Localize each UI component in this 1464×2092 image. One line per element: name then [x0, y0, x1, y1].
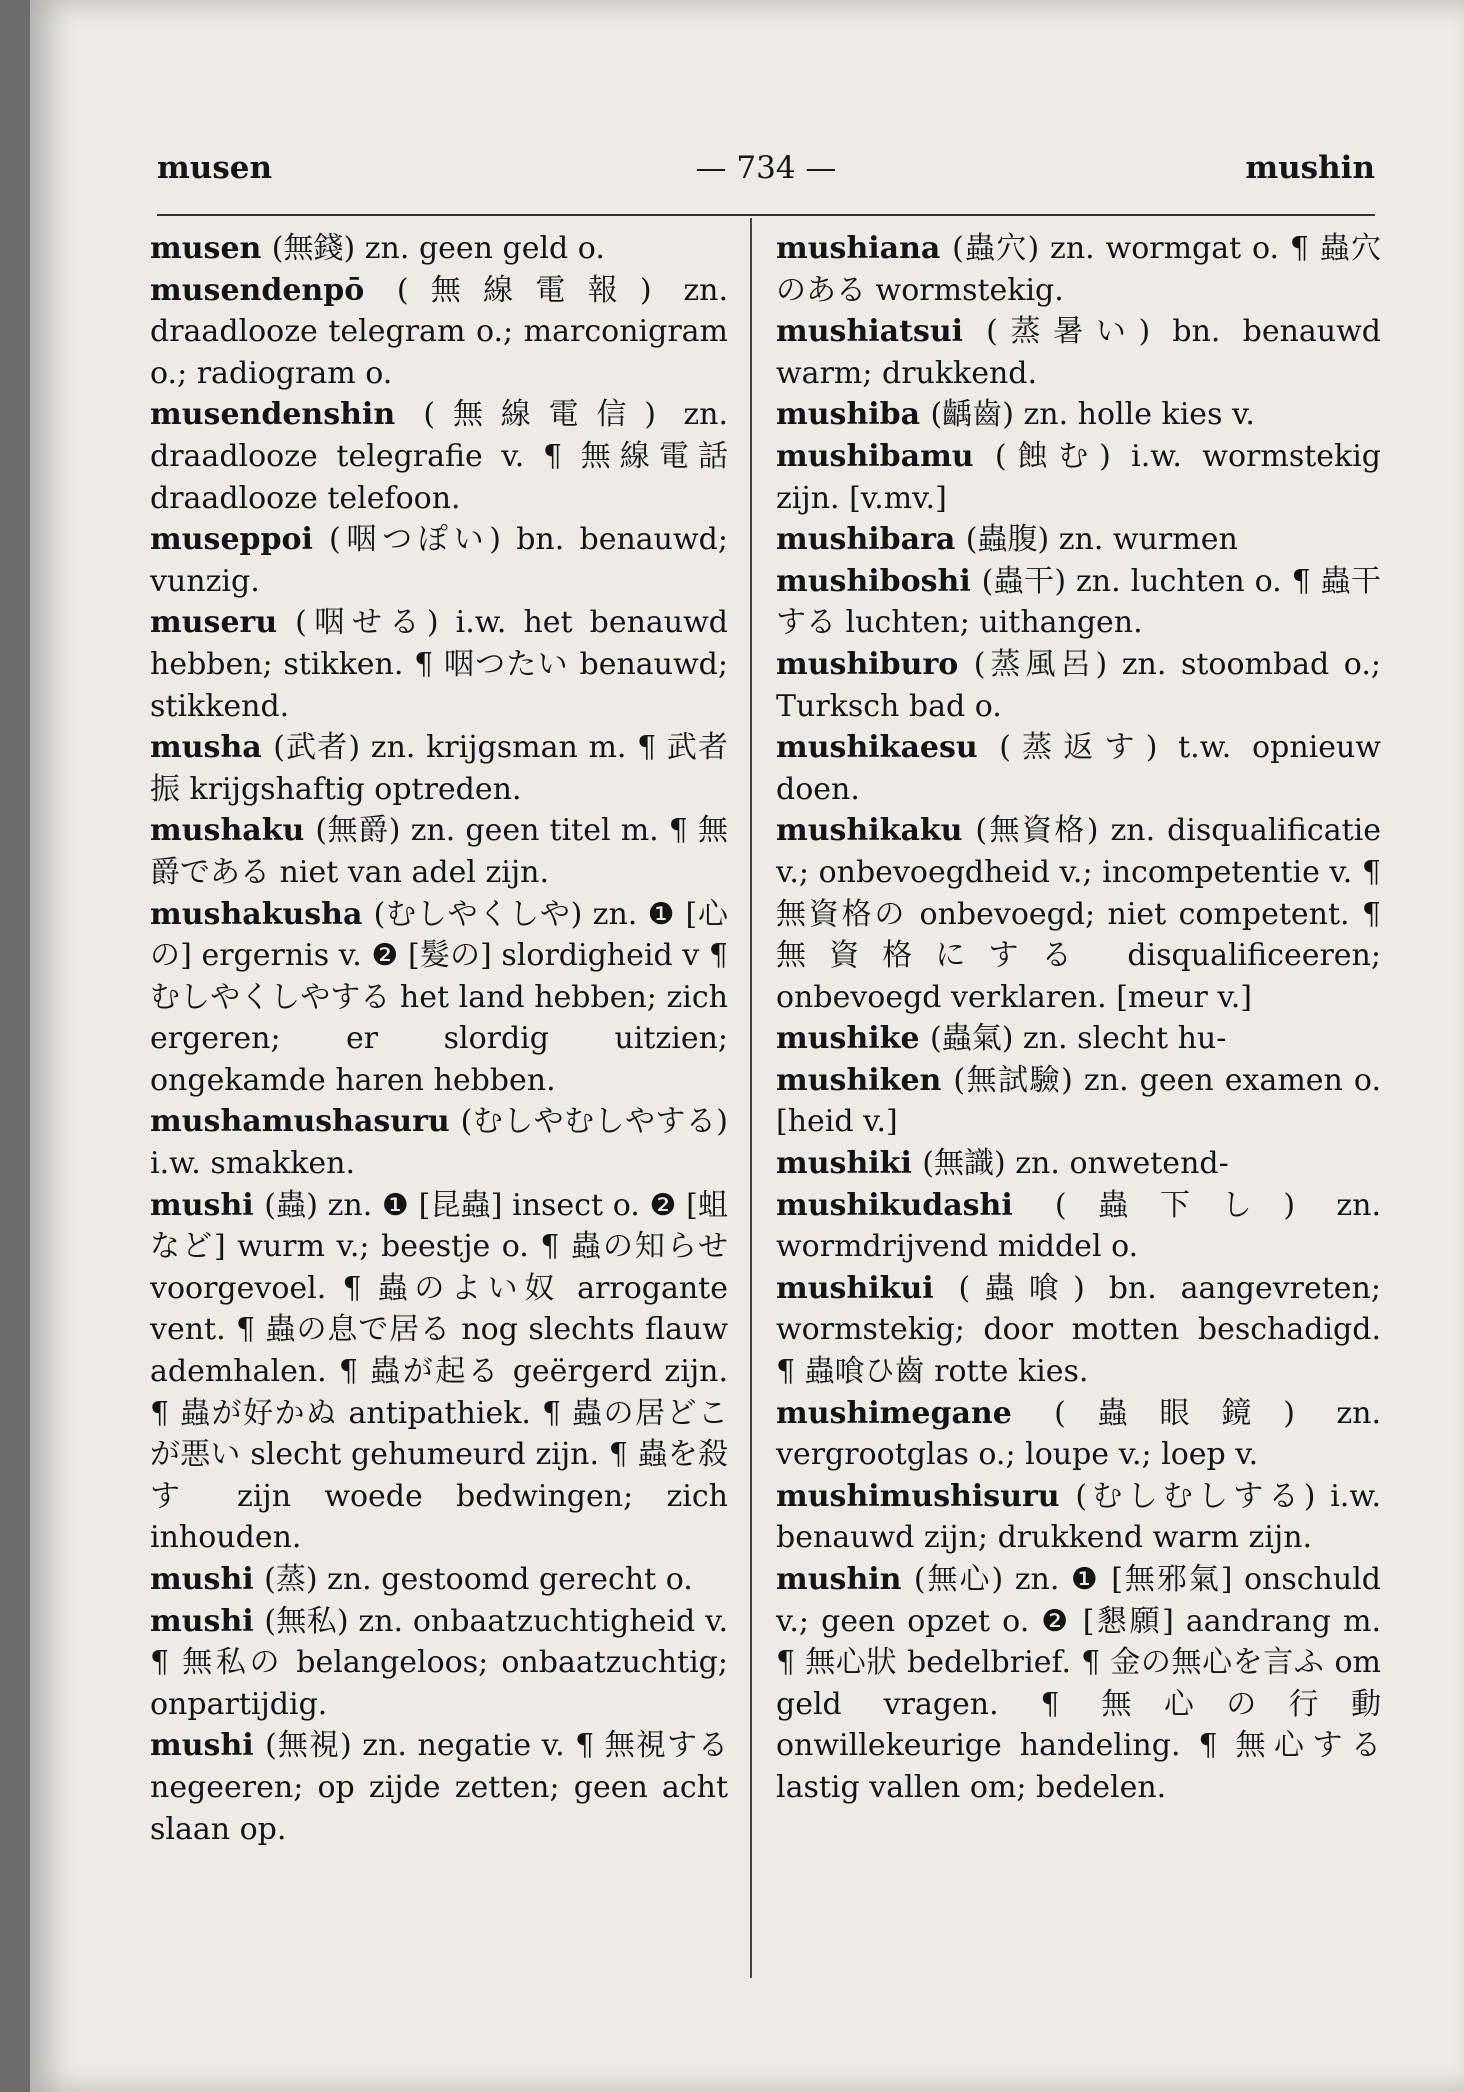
entry-definition: (無資格) zn. disqualificatie v.; onbevoegdheid v.; incompetentie v. ¶ 無資格の onbevoegd; niet competent. ¶ 無資格にする disqualificeeren; onbevoegd verklaren. [meur v.]: [776, 813, 1381, 1015]
entry-definition: (無私) zn. onbaatzuchtigheid v. ¶ 無私の belangeloos; onbaatzuchtig; onpartijdig.: [150, 1603, 728, 1722]
entry-definition: (齲齒) zn. holle kies v.: [930, 397, 1255, 433]
entry-headword: musen: [150, 231, 262, 266]
header-rule: [157, 214, 1375, 216]
dictionary-entry: [776, 1018, 1381, 1060]
entry-headword: mushibamu: [776, 438, 974, 474]
entry-headword: mushiken: [776, 1062, 942, 1098]
dictionary-entry: [776, 1393, 1381, 1476]
entry-definition: (むしやむしやする) i.w. smakken.: [150, 1104, 728, 1182]
entry-definition: (蟲眼鏡) zn. vergrootglas o.; loupe v.; loep v.: [776, 1395, 1382, 1473]
dictionary-entry: [776, 727, 1381, 810]
dictionary-entry: [776, 1268, 1381, 1393]
entry-definition: (無識) zn. onwetend-: [922, 1146, 1229, 1182]
entry-definition: (むしむしする) i.w. benauwd zijn; drukkend warm zijn.: [776, 1478, 1381, 1556]
dictionary-entry: [776, 519, 1381, 561]
entry-definition: (蟲腹) zn. wurmen: [965, 522, 1238, 558]
dictionary-entry: [150, 270, 728, 395]
entry-headword: mushiana: [776, 231, 941, 266]
entry-headword: mushi: [150, 1562, 254, 1597]
entry-definition: (無錢) zn. geen geld o.: [271, 231, 605, 266]
dictionary-entry: [150, 727, 728, 810]
dictionary-entry: [150, 519, 728, 602]
entry-definition: (蟲穴) zn. wormgat o. ¶ 蟲穴のある wormstekig.: [776, 231, 1381, 308]
entry-headword: mushikui: [776, 1270, 934, 1306]
entry-headword: musendenpō: [150, 272, 365, 308]
entry-headword: mushamushasuru: [150, 1104, 450, 1140]
running-header: [157, 150, 1375, 190]
entry-headword: mushiburo: [776, 646, 959, 682]
entry-definition: (無視) zn. negatie v. ¶ 無視する negeeren; op zijde zetten; geen acht slaan op.: [150, 1728, 728, 1847]
entry-definition: (むしやくしや) zn. ❶ [心の] ergernis v. ❷ [髮の] slordigheid v ¶ むしやくしやする het land hebben; zich ergeren; er slordig uitzien; ongekamde haren hebben.: [150, 896, 728, 1098]
entry-definition: (無心) zn. ❶ [無邪氣] onschuld v.; geen opzet o. ❷ [懇願] aandrang m. ¶ 無心狀 bedelbrief. ¶ 金の無心を言ふ om geld vragen. ¶ 無心の行動 onwillekeurige handeling. ¶ 無心する lastig vallen om; bedelen.: [776, 1562, 1381, 1805]
entry-definition: (無線電報) zn. draadlooze telegram o.; marconigram o.; radiogram o.: [150, 272, 729, 391]
entry-headword: mushikaku: [776, 813, 963, 849]
entry-headword: mushi: [150, 1187, 254, 1223]
page-number: — 734 —: [695, 150, 837, 186]
entry-headword: museru: [150, 605, 278, 641]
header-last-entry: mushin: [1245, 150, 1375, 186]
dictionary-entry: [776, 561, 1381, 644]
dictionary-entry: [150, 1601, 728, 1726]
entry-headword: mushakusha: [150, 896, 363, 932]
entry-definition: (蒸返す) t.w. opnieuw doen.: [776, 730, 1381, 807]
dictionary-entry: [150, 1185, 728, 1559]
dictionary-entry: [776, 810, 1381, 1018]
entry-definition: (咽つぽい) bn. benauwd; vunzig.: [150, 522, 728, 599]
dictionary-entry: [776, 394, 1381, 436]
entry-definition: (蟲下し) zn. wormdrijvend middel o.: [776, 1187, 1381, 1265]
dictionary-entry: [776, 1185, 1381, 1268]
entry-definition: (蟲干) zn. luchten o. ¶ 蟲干する luchten; uithangen.: [776, 563, 1381, 641]
entry-headword: mushi: [150, 1603, 254, 1639]
entry-headword: mushimegane: [776, 1395, 1012, 1431]
dictionary-entry: [150, 602, 728, 727]
entry-definition: (武者) zn. krijgsman m. ¶ 武者振 krijgshaftig optreden.: [150, 730, 728, 807]
entry-definition: (蒸) zn. gestoomd gerecht o.: [264, 1562, 693, 1597]
entry-headword: musendenshin: [150, 397, 396, 433]
entry-definition: (無試驗) zn. geen examen o. [heid v.]: [776, 1062, 1381, 1140]
dictionary-entry: [776, 1559, 1381, 1809]
entry-definition: (蒸風呂) zn. stoombad o.; Turksch bad o.: [776, 646, 1381, 724]
dictionary-entry: [150, 228, 728, 270]
dictionary-entry: [776, 228, 1381, 311]
entry-headword: mushiba: [776, 397, 921, 433]
dictionary-entry: [776, 1143, 1381, 1185]
column-divider: [750, 218, 752, 1978]
entry-headword: mushike: [776, 1021, 920, 1057]
entry-headword: musha: [150, 730, 262, 766]
entry-headword: mushikudashi: [776, 1187, 1013, 1223]
dictionary-entry: [150, 1101, 728, 1184]
right-column: [776, 228, 1381, 1809]
entry-headword: mushimushisuru: [776, 1478, 1060, 1514]
entry-definition: (蟲氣) zn. slecht hu-: [929, 1021, 1227, 1057]
dictionary-entry: [150, 810, 728, 893]
entry-headword: mushiki: [776, 1146, 912, 1182]
entry-definition: (蝕む) i.w. wormstekig zijn. [v.mv.]: [776, 438, 1381, 516]
dictionary-entry: [776, 1060, 1381, 1143]
dictionary-entry: [150, 894, 728, 1102]
entry-headword: mushiboshi: [776, 563, 971, 599]
dictionary-entry: [150, 1725, 728, 1850]
entry-headword: mushiatsui: [776, 314, 964, 350]
entry-definition: (蒸暑い) bn. benauwd warm; drukkend.: [776, 314, 1381, 391]
entry-headword: mushikaesu: [776, 730, 978, 766]
dictionary-entry: [776, 644, 1381, 727]
entry-headword: mushin: [776, 1562, 902, 1597]
entry-headword: mushi: [150, 1728, 254, 1764]
header-first-entry: musen: [157, 150, 273, 186]
entry-definition: (蟲喰) bn. aangevreten; wormstekig; door motten beschadigd. ¶ 蟲喰ひ齒 rotte kies.: [776, 1270, 1381, 1390]
entry-definition: (蟲) zn. ❶ [昆蟲] insect o. ❷ [蛆など] wurm v.; beestje o. ¶ 蟲の知らせ voorgevoel. ¶ 蟲のよい奴 arrogante vent. ¶ 蟲の息で居る nog slechts flauw ademhalen. ¶ 蟲が起る geërgerd zijn. ¶ 蟲が好かぬ antipathiek. ¶ 蟲の居どこが悪い slecht gehumeurd zijn. ¶ 蟲を殺す zijn woede bedwingen; zich inhouden.: [150, 1187, 729, 1556]
dictionary-entry: [150, 394, 728, 519]
entry-headword: mushibara: [776, 522, 956, 558]
dictionary-page: [30, 0, 1464, 2092]
entry-headword: museppoi: [150, 522, 313, 558]
entry-definition: (無線電信) zn. draadlooze telegrafie v. ¶ 無線電話 draadlooze telefoon.: [150, 397, 728, 516]
left-column: [150, 228, 728, 1850]
dictionary-entry: [776, 1476, 1381, 1559]
dictionary-entry: [150, 1559, 728, 1601]
dictionary-entry: [776, 311, 1381, 394]
entry-headword: mushaku: [150, 813, 305, 849]
dictionary-entry: [776, 436, 1381, 519]
entry-definition: (咽せる) i.w. het benauwd hebben; stikken. ¶ 咽つたい benauwd; stikkend.: [150, 605, 728, 724]
entry-definition: (無爵) zn. geen titel m. ¶ 無爵である niet van adel zijn.: [150, 813, 728, 890]
